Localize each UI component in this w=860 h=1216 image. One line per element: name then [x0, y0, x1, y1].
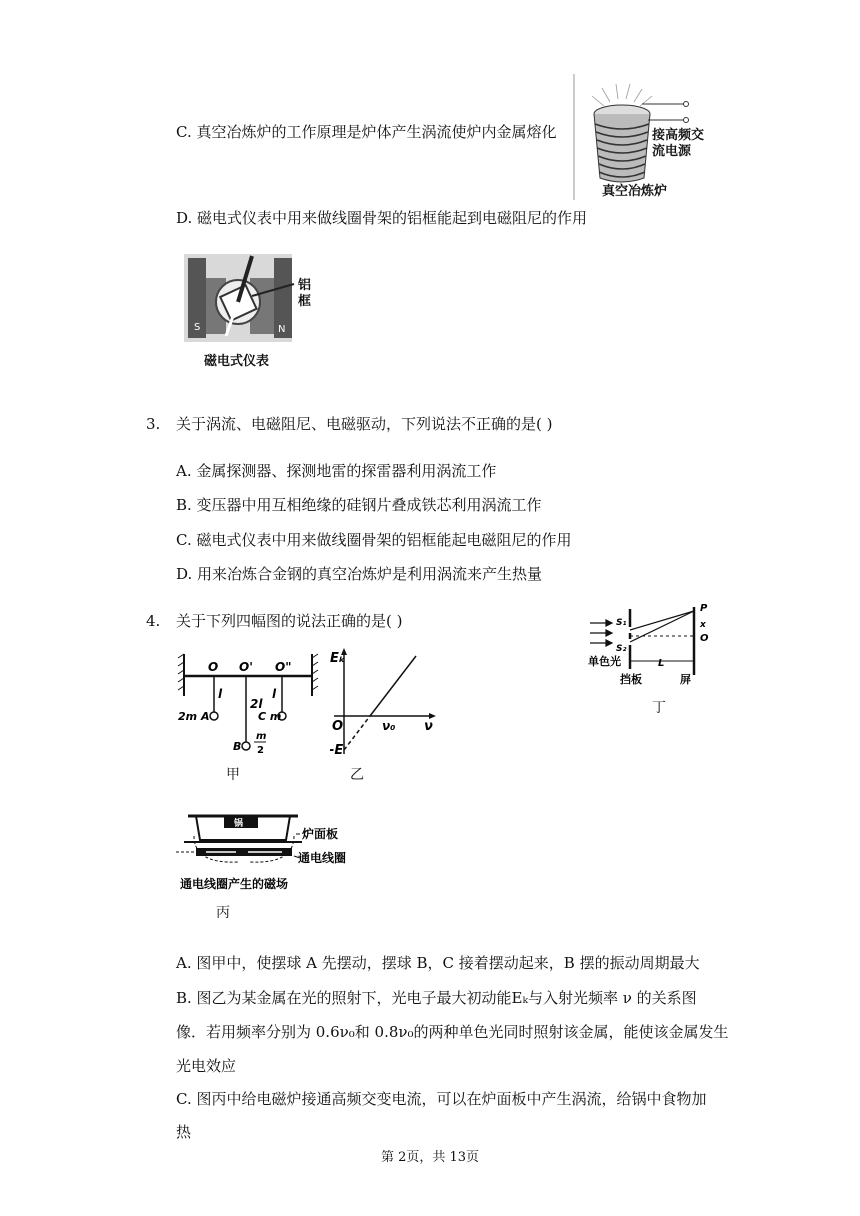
q3-number: 3.: [146, 415, 161, 433]
jia-ball-a: 2m A: [178, 710, 210, 723]
q3-stem: 关于涡流、电磁阻尼、电磁驱动，下列说法不正确的是( ): [176, 415, 553, 433]
meter-figure: [178, 250, 318, 372]
figure-jia: [176, 646, 326, 782]
q4-option-c-line1: C. 图丙中给电磁炉接通高频交变电流，可以在炉面板中产生涡流，给锅中食物加: [176, 1090, 707, 1108]
bing-panel: 炉面板: [302, 827, 339, 841]
figure-yi: [330, 646, 440, 782]
ding-light: 单色光: [588, 655, 621, 668]
pendulum-drawing: [176, 646, 326, 758]
meter-pole-n: N: [278, 324, 286, 335]
q4-option-b-line2: 像．若用频率分别为 0.6ν₀和 0.8ν₀的两种单色光同时照射该金属，能使该金属发生: [176, 1023, 729, 1041]
bing-coil: 通电线圈: [298, 851, 347, 865]
q4-option-c-line2: 热: [176, 1123, 192, 1141]
jia-o3: O": [275, 660, 292, 674]
ding-p: P: [700, 603, 708, 614]
yi-y-mark: -E: [330, 743, 344, 758]
jia-ball-c: C m: [258, 710, 282, 723]
jia-len-l2: l: [272, 687, 277, 701]
bing-pot: 锅: [234, 819, 244, 829]
q3-option-b: B. 变压器中用互相绝缘的硅钢片叠成铁芯利用涡流工作: [176, 496, 542, 514]
meter-caption: 磁电式仪表: [204, 354, 270, 369]
induction-cooker-drawing: [176, 806, 366, 894]
photoelectric-graph: [330, 646, 440, 758]
yi-x-mark: ν₀: [382, 719, 396, 733]
double-slit-drawing: [588, 603, 724, 689]
jia-mass-num: m: [256, 731, 267, 742]
q3-option-d: D. 用来冶炼合金钢的真空冶炼炉是利用涡流来产生热量: [176, 565, 543, 583]
jia-mass-den: 2: [257, 745, 264, 756]
ding-o: O: [700, 633, 709, 644]
meter-drawing: [178, 250, 318, 346]
bing-caption: 丙: [216, 905, 230, 921]
meter-label-1: 铝: [298, 278, 312, 293]
q2-option-c: C. 真空冶炼炉的工作原理是炉体产生涡流使炉内金属熔化: [176, 123, 557, 141]
yi-y-axis: Eₖ: [330, 651, 346, 666]
furnace-label-1: 接高频交: [652, 128, 705, 143]
q2-option-d: D. 磁电式仪表中用来做线圈骨架的铝框能起到电磁阻尼的作用: [176, 209, 588, 227]
ding-baffle: 挡板: [620, 673, 642, 686]
ding-s1: S₁: [616, 618, 627, 628]
yi-x-axis: ν: [424, 719, 433, 734]
figure-bing: [176, 806, 366, 924]
ding-caption: 丁: [652, 700, 666, 716]
q4-number: 4.: [146, 612, 161, 630]
meter-label-2: 框: [298, 294, 312, 309]
yi-caption: 乙: [350, 767, 364, 783]
ding-screen: 屏: [680, 673, 691, 686]
q4-option-a: A. 图甲中，使摆球 A 先摆动，摆球 B，C 接着摆动起来，B 摆的振动周期最大: [176, 954, 700, 972]
jia-caption: 甲: [226, 767, 240, 783]
furnace-label-2: 流电源: [652, 144, 692, 159]
q4-option-b-line3: 光电效应: [176, 1057, 237, 1075]
ding-x: x: [700, 620, 706, 630]
meter-pole-s: S: [194, 322, 201, 333]
jia-len-l1: l: [218, 687, 223, 701]
jia-ball-b: B: [233, 740, 242, 753]
q3-option-c: C. 磁电式仪表中用来做线圈骨架的铝框能起电磁阻尼的作用: [176, 531, 572, 549]
ding-s2: S₂: [616, 644, 627, 654]
jia-len-2l: 2l: [250, 697, 263, 711]
q3-option-a: A. 金属探测器、探测地雷的探雷器利用涡流工作: [176, 462, 497, 480]
q4-stem: 关于下列四幅图的说法正确的是( ): [176, 612, 403, 630]
page-footer: 第 2页，共 13页: [380, 1150, 480, 1165]
bing-field: 通电线圈产生的磁场: [180, 877, 289, 891]
figure-ding: [588, 603, 724, 719]
yi-origin: O: [332, 719, 344, 734]
jia-o1: O: [208, 660, 219, 674]
ding-l: L: [658, 658, 665, 669]
q4-option-b-line1: B. 图乙为某金属在光的照射下，光电子最大初动能Eₖ与入射光频率 ν 的关系图: [176, 989, 697, 1007]
furnace-figure: [572, 74, 705, 200]
furnace-caption: 真空冶炼炉: [602, 184, 668, 199]
jia-o2: O': [239, 660, 253, 674]
